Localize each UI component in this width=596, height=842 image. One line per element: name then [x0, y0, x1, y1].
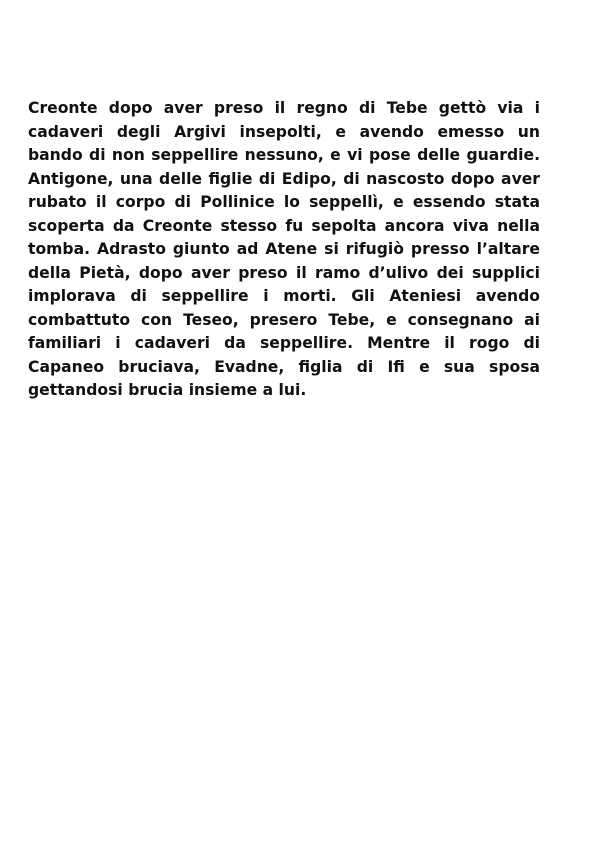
body-paragraph: Creonte dopo aver preso il regno di Tebe gettò via i cadaveri degli Argivi insepolti, e avendo emesso un bando di non seppellire nessuno, e vi pose delle guardie. Antigone, una delle figlie di Edipo, di nascosto dopo aver rubato il corpo di Pollinice lo seppellì, e essendo stata scoperta da Creonte stesso fu sepolta ancora viva nella tomba. Adrasto giunto ad Atene si rifugiò presso l’altare della Pietà, dopo aver preso il ramo d’ulivo dei supplici implorava di seppellire i morti. Gli Ateniesi avendo combattuto con Teseo, presero Tebe, e consegnano ai familiari i cadaveri da seppellire. Mentre il rogo di Capaneo bruciava, Evadne, figlia di Ifi e sua sposa gettandosi brucia insieme a lui. [28, 99, 540, 399]
